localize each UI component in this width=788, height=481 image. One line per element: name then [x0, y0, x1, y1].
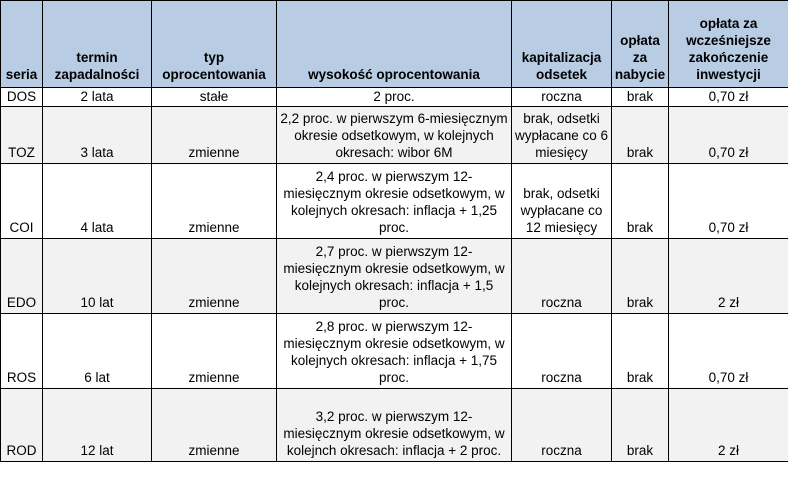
- cell-termin: 2 lata: [43, 88, 152, 107]
- cell-oplata-nabycie: brak: [612, 107, 669, 164]
- cell-oplata-wczesniejsze: 0,70 zł: [669, 88, 788, 107]
- cell-typ: zmienne: [152, 314, 277, 389]
- cell-seria: DOS: [1, 88, 43, 107]
- cell-oplata-nabycie: brak: [612, 164, 669, 239]
- cell-wysokosc: 2,8 proc. w pierwszym 12-miesięcznym okresie odsetkowym, w kolejnych okresach: inflacja + 1,75 proc.: [277, 314, 512, 389]
- table-row-ros: [1, 314, 788, 389]
- cell-oplata-wczesniejsze: 0,70 zł: [669, 107, 788, 164]
- cell-oplata-wczesniejsze: 2 zł: [669, 389, 788, 462]
- cell-oplata-nabycie: brak: [612, 88, 669, 107]
- header-termin: termin zapadalności: [43, 1, 152, 88]
- cell-oplata-wczesniejsze: 2 zł: [669, 239, 788, 314]
- table-row-edo: [1, 239, 788, 314]
- cell-seria: TOZ: [1, 107, 43, 164]
- cell-termin: 4 lata: [43, 164, 152, 239]
- cell-oplata-nabycie: brak: [612, 389, 669, 462]
- cell-wysokosc: 2 proc.: [277, 88, 512, 107]
- header-seria: seria: [1, 1, 43, 88]
- cell-wysokosc: 2,2 proc. w pierwszym 6-miesięcznym okresie odsetkowym, w kolejnych okresach: wibor 6M: [277, 107, 512, 164]
- cell-typ: zmienne: [152, 164, 277, 239]
- header-oplata-wczesniejsze: opłata za wcześniejsze zakończenie inwestycji: [669, 1, 788, 88]
- header-typ: typ oprocentowania: [152, 1, 277, 88]
- cell-typ: zmienne: [152, 107, 277, 164]
- header-wysokosc: wysokość oprocentowania: [277, 1, 512, 88]
- table-row-dos: [1, 88, 788, 107]
- cell-termin: 6 lat: [43, 314, 152, 389]
- header-row: [1, 1, 788, 88]
- cell-termin: 10 lat: [43, 239, 152, 314]
- cell-kapitalizacja: roczna: [512, 314, 612, 389]
- cell-typ: zmienne: [152, 239, 277, 314]
- cell-typ: stałe: [152, 88, 277, 107]
- cell-termin: 12 lat: [43, 389, 152, 462]
- cell-kapitalizacja: brak, odsetki wypłacane co 6 miesięcy: [512, 107, 612, 164]
- cell-oplata-nabycie: brak: [612, 314, 669, 389]
- cell-seria: EDO: [1, 239, 43, 314]
- cell-oplata-wczesniejsze: 0,70 zł: [669, 314, 788, 389]
- cell-seria: COI: [1, 164, 43, 239]
- cell-typ: zmienne: [152, 389, 277, 462]
- table-row-coi: [1, 164, 788, 239]
- cell-kapitalizacja: roczna: [512, 389, 612, 462]
- table-row-rod: [1, 389, 788, 462]
- cell-wysokosc: 2,7 proc. w pierwszym 12-miesięcznym okresie odsetkowym, w kolejnych okresach: inflacja + 1,5 proc.: [277, 239, 512, 314]
- cell-kapitalizacja: brak, odsetki wypłacane co 12 miesięcy: [512, 164, 612, 239]
- cell-kapitalizacja: roczna: [512, 88, 612, 107]
- header-kapitalizacja: kapitalizacja odsetek: [512, 1, 612, 88]
- cell-seria: ROD: [1, 389, 43, 462]
- table-row-toz: [1, 107, 788, 164]
- header-oplata-nabycie: opłata za nabycie: [612, 1, 669, 88]
- cell-wysokosc: 3,2 proc. w pierwszym 12-miesięcznym okresie odsetkowym, w kolejnch okresach: inflacja + 2 proc.: [277, 389, 512, 462]
- cell-kapitalizacja: roczna: [512, 239, 612, 314]
- cell-termin: 3 lata: [43, 107, 152, 164]
- cell-seria: ROS: [1, 314, 43, 389]
- cell-oplata-nabycie: brak: [612, 239, 669, 314]
- cell-oplata-wczesniejsze: 0,70 zł: [669, 164, 788, 239]
- cell-wysokosc: 2,4 proc. w pierwszym 12-miesięcznym okresie odsetkowym, w kolejnych okresach: inflacja + 1,25 proc.: [277, 164, 512, 239]
